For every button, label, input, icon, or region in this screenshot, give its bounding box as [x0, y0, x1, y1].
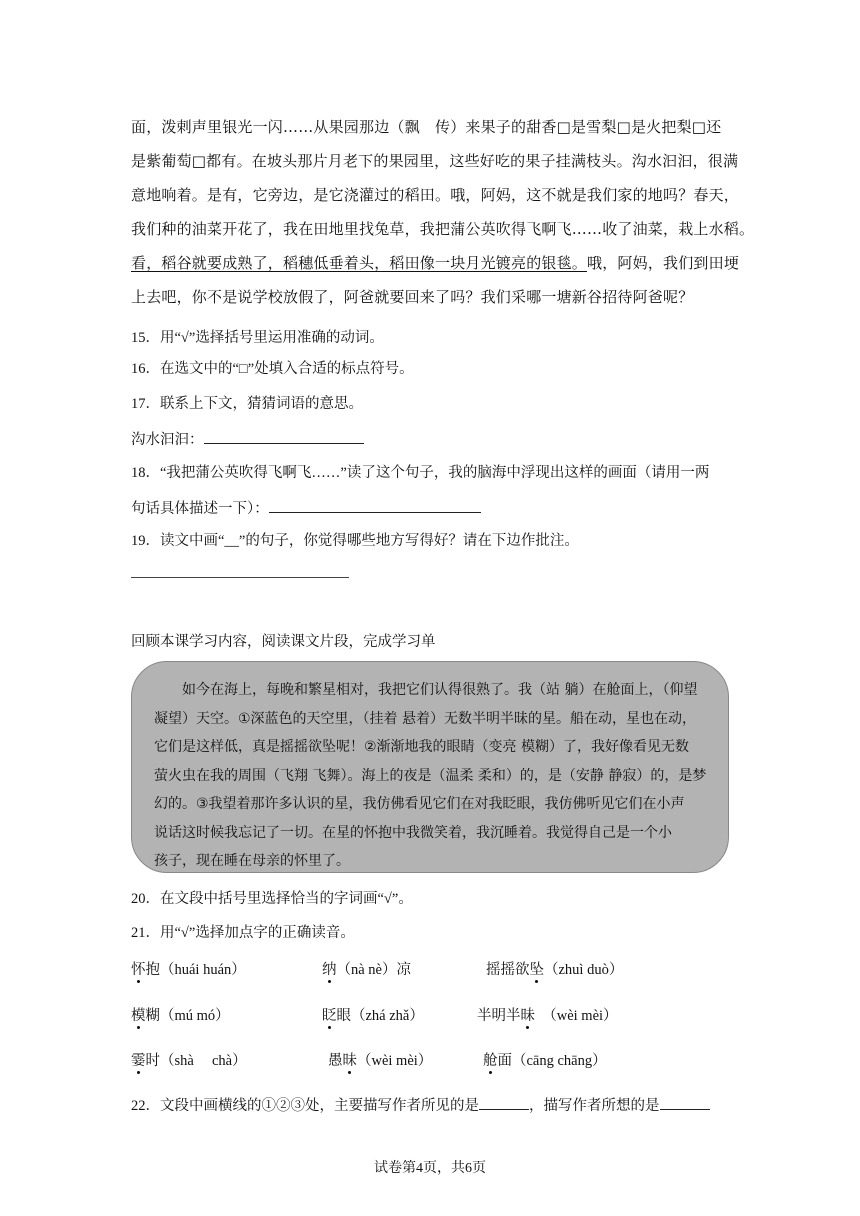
- answer-blank[interactable]: [479, 1094, 529, 1110]
- dotted-char: 模: [131, 1008, 146, 1024]
- reading-passage-1: [131, 110, 755, 314]
- passage-line: 意地响着。是有，它旁边，是它浇灌过的稻田。哦，阿妈，这不就是我们家的地吗？春天，: [131, 186, 740, 204]
- question-15: 15．用“√”选择括号里运用准确的动词。: [131, 330, 384, 346]
- question-19: 19．读文中画“__”的句子，你觉得哪些地方写得好？请在下边作批注。: [131, 533, 579, 549]
- question-18-cont: [131, 497, 481, 519]
- pinyin-item: 纳（nà nè）凉: [322, 962, 411, 978]
- page-footer: 试卷第4页，共6页: [374, 1161, 486, 1176]
- dotted-char: 纳: [322, 962, 337, 978]
- dotted-char: 眨: [322, 1008, 337, 1024]
- dotted-char: 坠: [529, 962, 544, 978]
- section-intro: 回顾本课学习内容，阅读课文片段，完成学习单: [131, 634, 436, 650]
- answer-blank[interactable]: [269, 497, 481, 513]
- pinyin-item: 怀抱（huái huán）: [131, 962, 246, 978]
- dotted-char: 昧: [342, 1053, 357, 1069]
- pinyin-item: 摇摇欲坠（zhuì duò）: [486, 962, 624, 978]
- excerpt-line: 如今在海上，每晚和繁星相对，我把它们认得很熟了。我（站 躺）在舱面上，（仰望: [154, 682, 698, 698]
- dotted-char: 昧: [520, 1008, 535, 1024]
- excerpt-line: 孩子，现在睡在母亲的怀里了。: [154, 853, 350, 869]
- dotted-char: 怀: [131, 962, 146, 978]
- excerpt-line: 凝望）天空。①深蓝色的天空里，（挂着 悬着）无数半明半昧的星。船在动，星也在动，: [154, 710, 696, 727]
- excerpt-line: 幻的。③我望着那许多认识的星，我仿佛看见它们在对我眨眼，我仿佛听见它们在小声: [154, 796, 685, 812]
- question-18: 18．“我把蒲公英吹得飞啊飞……”读了这个句子，我的脑海中浮现出这样的画面（请用一两: [131, 465, 710, 481]
- pinyin-item: 模糊（mú mó）: [131, 1008, 230, 1024]
- answer-blank[interactable]: [204, 428, 364, 444]
- pinyin-item: 霎时（shà chà）: [131, 1053, 247, 1069]
- answer-blank[interactable]: [660, 1094, 710, 1110]
- answer-line[interactable]: [131, 577, 349, 578]
- pinyin-item: 舱面（cāng chāng）: [483, 1053, 607, 1069]
- excerpt-line: 它们是这样低，真是摇摇欲坠呢！②渐渐地我的眼睛（变亮 模糊）了，我好像看见无数: [154, 739, 689, 755]
- passage-line: 上去吧，你不是说学校放假了，阿爸就要回来了吗？我们采哪一塘新谷招待阿爸呢？: [131, 288, 694, 306]
- term-label: 沟水汩汩：: [131, 432, 204, 448]
- pinyin-item: 愚昧（wèi mèi）: [328, 1053, 433, 1069]
- passage-line: [131, 246, 740, 280]
- passage-line: 是紫葡萄□都有。在坡头那片月老下的果园里，这些好吃的果子挂满枝头。沟水汩汩，很满: [131, 152, 739, 170]
- excerpt-line: 萤火虫在我的周围（飞翔 飞舞）。海上的夜是（温柔 柔和）的，是（安静 静寂）的，是梦: [154, 767, 707, 784]
- question-16: 16．在选文中的“□”处填入合适的标点符号。: [131, 361, 414, 377]
- question-22-text-a: 22．文段中画横线的①②③处，主要描写作者所见的是: [131, 1098, 479, 1114]
- dotted-char: 舱: [483, 1053, 498, 1069]
- question-21: 21．用“√”选择加点字的正确读音。: [131, 925, 355, 941]
- question-20: 20．在文段中括号里选择恰当的字词画“√”。: [131, 891, 413, 907]
- pinyin-item: 眨眼（zhá zhǎ）: [322, 1008, 424, 1024]
- question-17: 17．联系上下文，猜猜词语的意思。: [131, 396, 363, 412]
- question-17-term: [131, 428, 364, 450]
- pinyin-item: 半明半昧 （wèi mèi）: [477, 1008, 618, 1024]
- question-18-text: 句话具体描述一下）：: [131, 501, 269, 517]
- passage-line-tail: 哦，阿妈，我们到田埂: [587, 254, 740, 272]
- underlined-sentence: 看，稻谷就要成熟了，稻穗低垂着头，稻田像一块月光镀亮的银毯。: [131, 254, 588, 272]
- question-22-text-b: ，描写作者所想的是: [529, 1098, 660, 1114]
- excerpt-line: 说话这时候我忘记了一切。在星的怀抱中我微笑着，我沉睡着。我觉得自己是一个小: [154, 824, 672, 841]
- text-excerpt-box: [131, 661, 729, 873]
- passage-line: 面，泼剌声里银光一闪……从果园那边（飘 传）来果子的甜香□是雪梨□是火把梨□还: [131, 118, 722, 136]
- passage-line: 我们种的油菜开花了，我在田地里找兔草，我把蒲公英吹得飞啊飞……收了油菜，栽上水稻。: [131, 220, 755, 238]
- question-22: [131, 1094, 710, 1116]
- dotted-char: 霎: [131, 1053, 146, 1069]
